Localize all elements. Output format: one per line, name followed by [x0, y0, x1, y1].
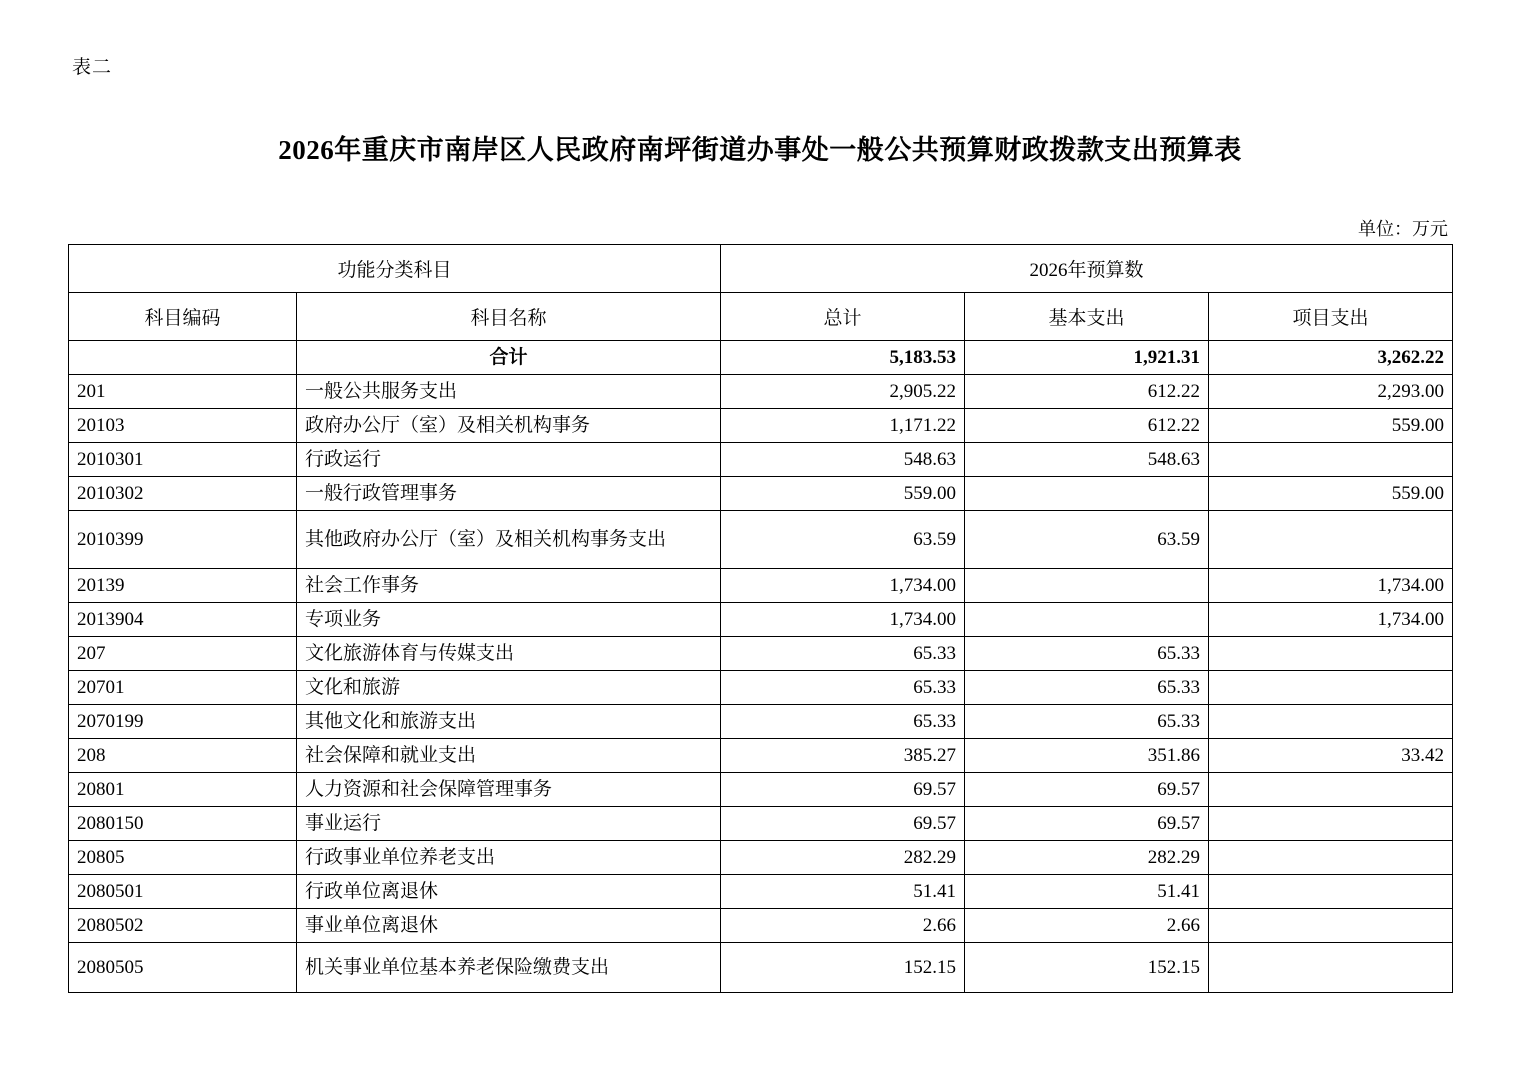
- cell-basic: 51.41: [965, 875, 1209, 909]
- cell-subject-code: 20103: [69, 409, 297, 443]
- cell-basic: 548.63: [965, 443, 1209, 477]
- cell-subject-name: 政府办公厅（室）及相关机构事务: [297, 409, 721, 443]
- cell-basic: [965, 603, 1209, 637]
- table-row: [69, 443, 1453, 477]
- cell-project: 559.00: [1209, 409, 1453, 443]
- table-row: [69, 477, 1453, 511]
- cell-subject-code: 2080150: [69, 807, 297, 841]
- cell-subject-code: 20701: [69, 671, 297, 705]
- table-row: [69, 807, 1453, 841]
- cell-project: [1209, 511, 1453, 569]
- cell-subject-code: 20801: [69, 773, 297, 807]
- cell-total: 1,171.22: [721, 409, 965, 443]
- cell-subject-name: 社会保障和就业支出: [297, 739, 721, 773]
- cell-project: 1,734.00: [1209, 603, 1453, 637]
- cell-subject-code: 207: [69, 637, 297, 671]
- cell-subject-name: 事业运行: [297, 807, 721, 841]
- table-header-group-row: [69, 245, 1453, 293]
- cell-subject-code: 20139: [69, 569, 297, 603]
- cell-basic: 69.57: [965, 773, 1209, 807]
- cell-subject-code: 201: [69, 375, 297, 409]
- table-row: [69, 943, 1453, 993]
- table-row: [69, 671, 1453, 705]
- cell-subject-code: 2010399: [69, 511, 297, 569]
- cell-basic: 65.33: [965, 671, 1209, 705]
- cell-total: 1,734.00: [721, 603, 965, 637]
- cell-basic: 612.22: [965, 375, 1209, 409]
- cell-subject-code: 2010302: [69, 477, 297, 511]
- table-row: [69, 511, 1453, 569]
- page-title: 2026年重庆市南岸区人民政府南坪街道办事处一般公共预算财政拨款支出预算表: [278, 135, 1242, 165]
- cell-subject-name: 人力资源和社会保障管理事务: [297, 773, 721, 807]
- table-row: [69, 637, 1453, 671]
- cell-total: 69.57: [721, 807, 965, 841]
- table-row: [69, 841, 1453, 875]
- cell-project: 2,293.00: [1209, 375, 1453, 409]
- cell-project: [1209, 841, 1453, 875]
- table-row: [69, 773, 1453, 807]
- cell-total: 1,734.00: [721, 569, 965, 603]
- cell-basic: 65.33: [965, 705, 1209, 739]
- cell-total: 65.33: [721, 637, 965, 671]
- cell-subject-name: 一般行政管理事务: [297, 477, 721, 511]
- cell-subject-name: 文化和旅游: [297, 671, 721, 705]
- cell-basic: [965, 477, 1209, 511]
- cell-subject-name: 一般公共服务支出: [297, 375, 721, 409]
- table-row: [69, 569, 1453, 603]
- sheet-label: 表二: [72, 57, 113, 78]
- cell-basic: 612.22: [965, 409, 1209, 443]
- cell-subject-name: 行政事业单位养老支出: [297, 841, 721, 875]
- cell-project: [1209, 637, 1453, 671]
- cell-subject-name: 机关事业单位基本养老保险缴费支出: [297, 943, 721, 993]
- cell-subject-code: 2013904: [69, 603, 297, 637]
- cell-basic: 69.57: [965, 807, 1209, 841]
- cell-subject-code: [69, 341, 297, 375]
- cell-total: 2.66: [721, 909, 965, 943]
- cell-total: 152.15: [721, 943, 965, 993]
- cell-basic: 2.66: [965, 909, 1209, 943]
- cell-project: [1209, 671, 1453, 705]
- header-subject-code: 科目编码: [69, 293, 297, 341]
- cell-subject-name: 其他文化和旅游支出: [297, 705, 721, 739]
- cell-subject-name: 文化旅游体育与传媒支出: [297, 637, 721, 671]
- cell-subject-name: 专项业务: [297, 603, 721, 637]
- table-row: [69, 341, 1453, 375]
- cell-subject-code: 2070199: [69, 705, 297, 739]
- cell-basic: 1,921.31: [965, 341, 1209, 375]
- header-project-expenditure: 项目支出: [1209, 293, 1453, 341]
- cell-project: 559.00: [1209, 477, 1453, 511]
- cell-basic: 282.29: [965, 841, 1209, 875]
- header-basic-expenditure: 基本支出: [965, 293, 1209, 341]
- cell-total: 282.29: [721, 841, 965, 875]
- table-row: [69, 409, 1453, 443]
- cell-subject-code: 2010301: [69, 443, 297, 477]
- table-header-sub-row: [69, 293, 1453, 341]
- cell-basic: 351.86: [965, 739, 1209, 773]
- cell-total: 51.41: [721, 875, 965, 909]
- cell-total: 69.57: [721, 773, 965, 807]
- table-row: [69, 909, 1453, 943]
- cell-total: 385.27: [721, 739, 965, 773]
- cell-basic: 152.15: [965, 943, 1209, 993]
- table-row: [69, 875, 1453, 909]
- cell-subject-code: 208: [69, 739, 297, 773]
- cell-subject-code: 2080501: [69, 875, 297, 909]
- table-row: [69, 375, 1453, 409]
- table-row: [69, 603, 1453, 637]
- unit-label: 单位：万元: [1358, 219, 1448, 239]
- cell-subject-name: 其他政府办公厅（室）及相关机构事务支出: [297, 511, 721, 569]
- header-subject-name: 科目名称: [297, 293, 721, 341]
- cell-subject-name: 合计: [297, 341, 721, 375]
- cell-total: 63.59: [721, 511, 965, 569]
- cell-subject-code: 2080505: [69, 943, 297, 993]
- budget-table: [68, 244, 1453, 993]
- cell-subject-code: 20805: [69, 841, 297, 875]
- cell-subject-name: 行政运行: [297, 443, 721, 477]
- cell-total: 5,183.53: [721, 341, 965, 375]
- cell-project: [1209, 909, 1453, 943]
- cell-project: [1209, 875, 1453, 909]
- table-row: [69, 705, 1453, 739]
- cell-basic: 65.33: [965, 637, 1209, 671]
- cell-subject-code: 2080502: [69, 909, 297, 943]
- header-functional-category: 功能分类科目: [69, 245, 721, 293]
- header-total: 总计: [721, 293, 965, 341]
- cell-project: [1209, 773, 1453, 807]
- cell-total: 548.63: [721, 443, 965, 477]
- header-budget-year: 2026年预算数: [721, 245, 1453, 293]
- cell-project: 1,734.00: [1209, 569, 1453, 603]
- cell-subject-name: 行政单位离退休: [297, 875, 721, 909]
- cell-basic: [965, 569, 1209, 603]
- cell-subject-name: 社会工作事务: [297, 569, 721, 603]
- cell-total: 65.33: [721, 671, 965, 705]
- cell-project: [1209, 705, 1453, 739]
- cell-total: 2,905.22: [721, 375, 965, 409]
- table-body: [69, 341, 1453, 993]
- table-header: [69, 245, 1453, 341]
- cell-project: 33.42: [1209, 739, 1453, 773]
- cell-total: 559.00: [721, 477, 965, 511]
- cell-project: [1209, 443, 1453, 477]
- cell-total: 65.33: [721, 705, 965, 739]
- cell-basic: 63.59: [965, 511, 1209, 569]
- cell-project: 3,262.22: [1209, 341, 1453, 375]
- table-row: [69, 739, 1453, 773]
- cell-subject-name: 事业单位离退休: [297, 909, 721, 943]
- cell-project: [1209, 807, 1453, 841]
- cell-project: [1209, 943, 1453, 993]
